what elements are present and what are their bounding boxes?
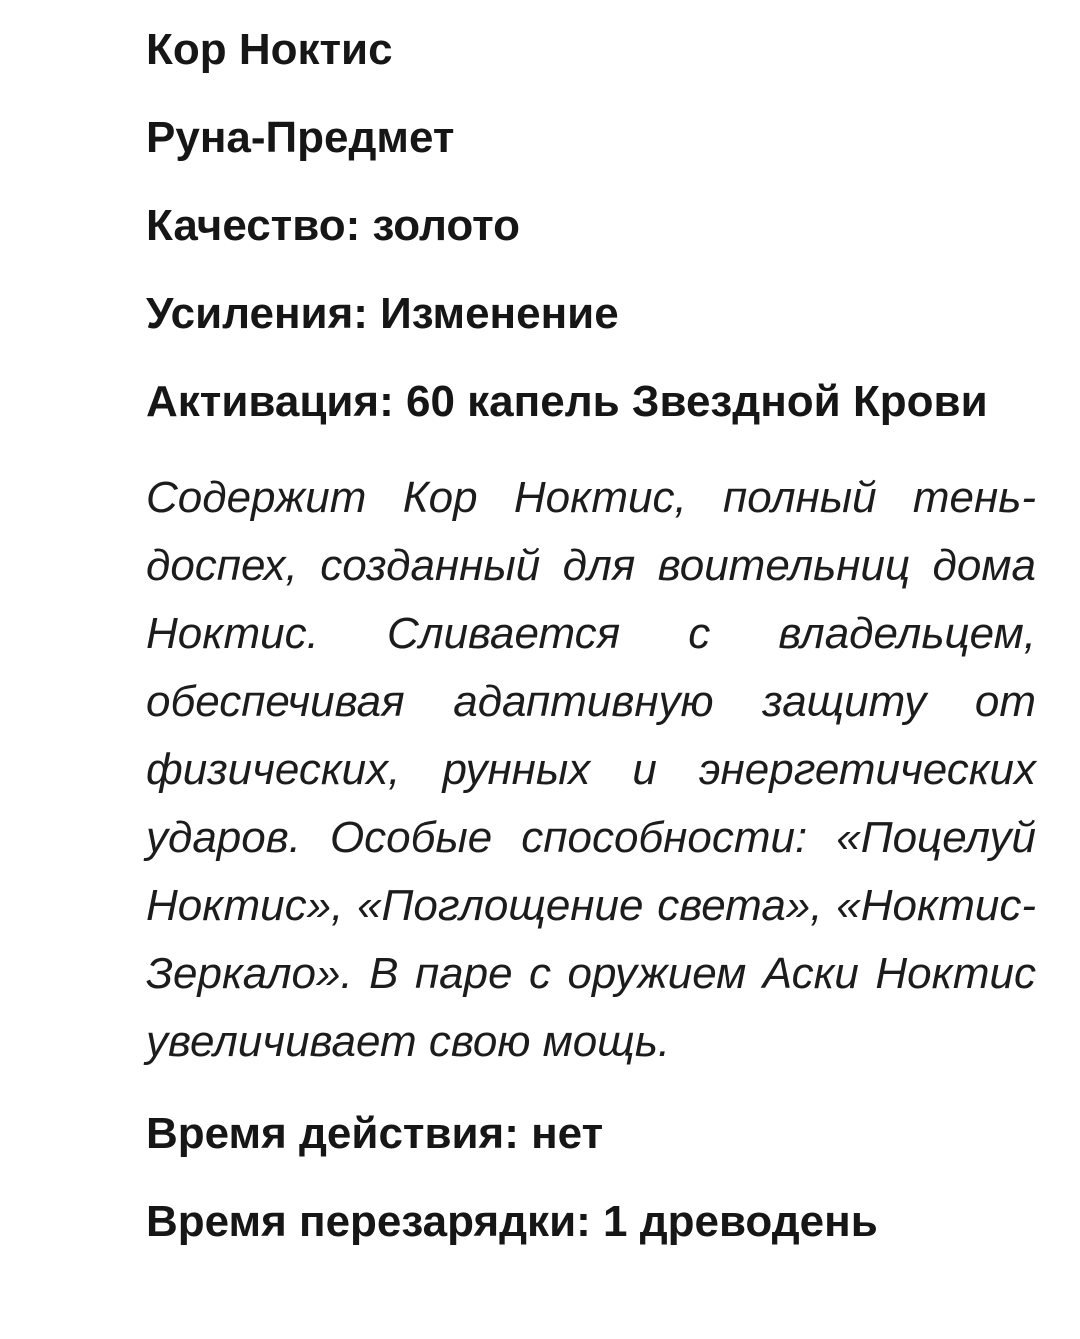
description-line: увеличивает свою мощь. <box>146 1017 671 1066</box>
description-line: Содержит Кор Ноктис, полный тень- <box>146 473 1036 522</box>
item-activation: Активация: 60 капель Звездной Крови <box>146 377 988 426</box>
item-name: Кор Ноктис <box>146 25 393 74</box>
item-quality: Качество: золото <box>146 201 520 250</box>
description-line: обеспечивая адаптивную защиту от <box>146 677 1036 726</box>
item-duration: Время действия: нет <box>146 1109 604 1158</box>
item-cooldown: Время перезарядки: 1 древодень <box>146 1197 878 1246</box>
description-line: Ноктис. Сливается с владельцем, <box>146 609 1036 658</box>
description-line: Ноктис», «Поглощение света», «Ноктис- <box>146 881 1036 930</box>
item-enhancements: Усиления: Изменение <box>146 289 619 338</box>
item-card <box>42 18 1036 1278</box>
item-description <box>42 464 1036 1076</box>
item-type: Руна-Предмет <box>146 113 455 162</box>
description-line: Зеркало». В паре с оружием Аски Ноктис <box>146 949 1036 998</box>
description-line: физических, рунных и энергетических <box>146 745 1036 794</box>
description-line: доспех, созданный для воительниц дома <box>146 541 1036 590</box>
description-line: ударов. Особые способности: «Поцелуй <box>146 813 1036 862</box>
